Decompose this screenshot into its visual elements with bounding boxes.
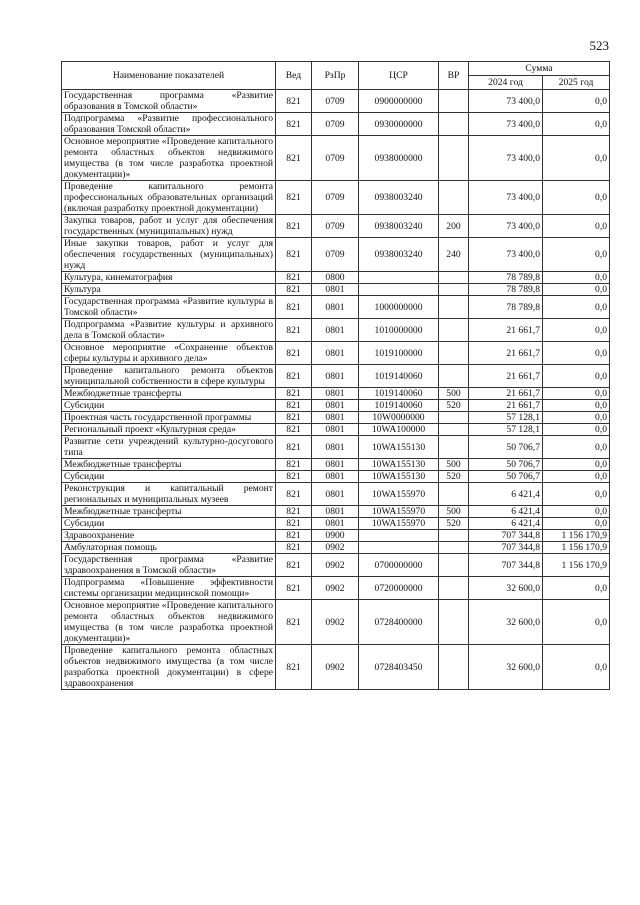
row-sum-2025: 0,0 bbox=[543, 296, 610, 319]
header-year-2025: 2025 год bbox=[543, 76, 610, 90]
row-sum-2024: 73 400,0 bbox=[469, 113, 543, 136]
row-sum-2024: 32 600,0 bbox=[469, 600, 543, 645]
row-csr: 0930000000 bbox=[359, 113, 439, 136]
row-name: Государственная программа «Развитие образования в Томской области» bbox=[62, 90, 276, 113]
table-row bbox=[62, 90, 610, 113]
row-ved: 821 bbox=[276, 365, 312, 388]
row-ved: 821 bbox=[276, 90, 312, 113]
row-vr bbox=[439, 554, 469, 577]
row-rzpr: 0801 bbox=[312, 296, 359, 319]
row-vr bbox=[439, 113, 469, 136]
table-row bbox=[62, 483, 610, 506]
row-csr: 1019140060 bbox=[359, 365, 439, 388]
row-csr: 0700000000 bbox=[359, 554, 439, 577]
row-ved: 821 bbox=[276, 436, 312, 459]
row-name: Межбюджетные трансферты bbox=[62, 506, 276, 518]
row-sum-2024: 78 789,8 bbox=[469, 284, 543, 296]
row-ved: 821 bbox=[276, 412, 312, 424]
row-csr bbox=[359, 284, 439, 296]
row-csr: 1000000000 bbox=[359, 296, 439, 319]
row-ved: 821 bbox=[276, 471, 312, 483]
row-ved: 821 bbox=[276, 238, 312, 272]
row-sum-2025: 0,0 bbox=[543, 215, 610, 238]
row-vr: 520 bbox=[439, 518, 469, 530]
row-csr: 10WA155970 bbox=[359, 506, 439, 518]
row-vr: 500 bbox=[439, 506, 469, 518]
row-sum-2024: 50 706,7 bbox=[469, 471, 543, 483]
row-sum-2025: 0,0 bbox=[543, 577, 610, 600]
row-vr: 240 bbox=[439, 238, 469, 272]
table-row bbox=[62, 554, 610, 577]
row-rzpr: 0801 bbox=[312, 471, 359, 483]
row-rzpr: 0709 bbox=[312, 238, 359, 272]
row-vr bbox=[439, 577, 469, 600]
row-vr bbox=[439, 90, 469, 113]
row-name: Субсидии bbox=[62, 471, 276, 483]
table-body bbox=[62, 90, 610, 690]
row-name: Региональный проект «Культурная среда» bbox=[62, 424, 276, 436]
row-sum-2025: 0,0 bbox=[543, 284, 610, 296]
row-rzpr: 0801 bbox=[312, 342, 359, 365]
row-name: Проведение капитального ремонта объектов муниципальной собственности в сфере культуры bbox=[62, 365, 276, 388]
row-sum-2025: 0,0 bbox=[543, 136, 610, 181]
row-rzpr: 0902 bbox=[312, 577, 359, 600]
row-sum-2025: 0,0 bbox=[543, 436, 610, 459]
row-ved: 821 bbox=[276, 483, 312, 506]
row-name: Культура, кинематография bbox=[62, 272, 276, 284]
row-ved: 821 bbox=[276, 136, 312, 181]
row-sum-2024: 32 600,0 bbox=[469, 645, 543, 690]
table-row bbox=[62, 284, 610, 296]
table-row bbox=[62, 542, 610, 554]
table-row bbox=[62, 645, 610, 690]
row-csr: 10WA100000 bbox=[359, 424, 439, 436]
row-sum-2025: 0,0 bbox=[543, 506, 610, 518]
row-sum-2024: 21 661,7 bbox=[469, 319, 543, 342]
row-rzpr: 0801 bbox=[312, 424, 359, 436]
row-ved: 821 bbox=[276, 215, 312, 238]
row-csr: 1019140060 bbox=[359, 388, 439, 400]
row-csr: 0938003240 bbox=[359, 181, 439, 215]
row-sum-2024: 57 128,1 bbox=[469, 412, 543, 424]
row-name: Основное мероприятие «Сохранение объектов сферы культуры и архивного дела» bbox=[62, 342, 276, 365]
row-rzpr: 0801 bbox=[312, 518, 359, 530]
row-name: Подпрограмма «Развитие профессионального образования Томской области» bbox=[62, 113, 276, 136]
row-sum-2025: 0,0 bbox=[543, 365, 610, 388]
table-row bbox=[62, 238, 610, 272]
row-sum-2025: 1 156 170,9 bbox=[543, 530, 610, 542]
row-sum-2025: 0,0 bbox=[543, 424, 610, 436]
row-ved: 821 bbox=[276, 424, 312, 436]
row-name: Основное мероприятие «Проведение капитального ремонта областных объектов недвижимого имущества (в том числе разработка проектной документации)» bbox=[62, 600, 276, 645]
row-ved: 821 bbox=[276, 518, 312, 530]
row-rzpr: 0709 bbox=[312, 113, 359, 136]
row-ved: 821 bbox=[276, 645, 312, 690]
row-csr: 10W0000000 bbox=[359, 412, 439, 424]
table-row bbox=[62, 459, 610, 471]
row-rzpr: 0902 bbox=[312, 554, 359, 577]
row-ved: 821 bbox=[276, 342, 312, 365]
row-name: Закупка товаров, работ и услуг для обеспечения государственных (муниципальных) нужд bbox=[62, 215, 276, 238]
row-sum-2025: 0,0 bbox=[543, 471, 610, 483]
row-name: Государственная программа «Развитие здравоохранения в Томской области» bbox=[62, 554, 276, 577]
row-vr: 520 bbox=[439, 400, 469, 412]
row-csr: 0938000000 bbox=[359, 136, 439, 181]
row-csr: 1019140060 bbox=[359, 400, 439, 412]
row-sum-2024: 50 706,7 bbox=[469, 436, 543, 459]
row-csr bbox=[359, 530, 439, 542]
table-row bbox=[62, 400, 610, 412]
row-vr bbox=[439, 284, 469, 296]
row-vr bbox=[439, 424, 469, 436]
table-header bbox=[62, 62, 610, 90]
row-vr bbox=[439, 600, 469, 645]
row-name: Проектная часть государственной программы bbox=[62, 412, 276, 424]
row-name: Амбулаторная помощь bbox=[62, 542, 276, 554]
row-sum-2024: 21 661,7 bbox=[469, 365, 543, 388]
row-sum-2024: 78 789,8 bbox=[469, 272, 543, 284]
row-sum-2025: 0,0 bbox=[543, 181, 610, 215]
table-row bbox=[62, 436, 610, 459]
row-vr bbox=[439, 296, 469, 319]
row-csr: 10WA155130 bbox=[359, 471, 439, 483]
row-vr: 500 bbox=[439, 459, 469, 471]
table-row bbox=[62, 577, 610, 600]
row-sum-2025: 0,0 bbox=[543, 518, 610, 530]
row-ved: 821 bbox=[276, 577, 312, 600]
table-row bbox=[62, 506, 610, 518]
row-csr: 10WA155130 bbox=[359, 459, 439, 471]
row-sum-2024: 78 789,8 bbox=[469, 296, 543, 319]
row-ved: 821 bbox=[276, 600, 312, 645]
row-ved: 821 bbox=[276, 506, 312, 518]
row-csr: 10WA155970 bbox=[359, 483, 439, 506]
table-row bbox=[62, 272, 610, 284]
page-number: 523 bbox=[589, 38, 609, 53]
row-csr: 10WA155970 bbox=[359, 518, 439, 530]
header-vr: ВР bbox=[439, 62, 469, 90]
row-name: Культура bbox=[62, 284, 276, 296]
row-name: Развитие сети учреждений культурно-досугового типа bbox=[62, 436, 276, 459]
row-csr: 1010000000 bbox=[359, 319, 439, 342]
table-row bbox=[62, 388, 610, 400]
row-vr: 200 bbox=[439, 215, 469, 238]
row-csr: 1019100000 bbox=[359, 342, 439, 365]
row-vr bbox=[439, 136, 469, 181]
row-rzpr: 0709 bbox=[312, 90, 359, 113]
row-sum-2024: 73 400,0 bbox=[469, 215, 543, 238]
row-sum-2025: 0,0 bbox=[543, 342, 610, 365]
row-sum-2024: 73 400,0 bbox=[469, 90, 543, 113]
row-vr bbox=[439, 181, 469, 215]
table-row bbox=[62, 342, 610, 365]
row-rzpr: 0801 bbox=[312, 284, 359, 296]
row-sum-2024: 21 661,7 bbox=[469, 388, 543, 400]
row-name: Реконструкция и капитальный ремонт региональных и муниципальных музеев bbox=[62, 483, 276, 506]
row-sum-2025: 0,0 bbox=[543, 400, 610, 412]
row-rzpr: 0801 bbox=[312, 400, 359, 412]
table-row bbox=[62, 215, 610, 238]
row-ved: 821 bbox=[276, 113, 312, 136]
table-row bbox=[62, 296, 610, 319]
table-row bbox=[62, 518, 610, 530]
row-csr: 0938003240 bbox=[359, 215, 439, 238]
table-row bbox=[62, 600, 610, 645]
row-sum-2025: 0,0 bbox=[543, 483, 610, 506]
row-vr: 500 bbox=[439, 388, 469, 400]
row-sum-2024: 57 128,1 bbox=[469, 424, 543, 436]
row-rzpr: 0801 bbox=[312, 483, 359, 506]
row-rzpr: 0801 bbox=[312, 365, 359, 388]
row-sum-2024: 6 421,4 bbox=[469, 483, 543, 506]
row-sum-2024: 707 344,8 bbox=[469, 530, 543, 542]
table-row bbox=[62, 424, 610, 436]
row-rzpr: 0709 bbox=[312, 215, 359, 238]
row-csr: 0728400000 bbox=[359, 600, 439, 645]
row-sum-2024: 707 344,8 bbox=[469, 542, 543, 554]
row-ved: 821 bbox=[276, 284, 312, 296]
row-csr: 0900000000 bbox=[359, 90, 439, 113]
row-sum-2024: 21 661,7 bbox=[469, 400, 543, 412]
row-sum-2025: 0,0 bbox=[543, 272, 610, 284]
row-vr bbox=[439, 365, 469, 388]
row-sum-2024: 32 600,0 bbox=[469, 577, 543, 600]
row-csr: 10WA155130 bbox=[359, 436, 439, 459]
row-rzpr: 0801 bbox=[312, 506, 359, 518]
row-csr: 0938003240 bbox=[359, 238, 439, 272]
row-sum-2025: 0,0 bbox=[543, 459, 610, 471]
header-ved: Вед bbox=[276, 62, 312, 90]
row-vr bbox=[439, 272, 469, 284]
row-name: Межбюджетные трансферты bbox=[62, 459, 276, 471]
row-vr bbox=[439, 412, 469, 424]
row-ved: 821 bbox=[276, 400, 312, 412]
row-sum-2024: 6 421,4 bbox=[469, 506, 543, 518]
row-sum-2025: 0,0 bbox=[543, 388, 610, 400]
row-ved: 821 bbox=[276, 181, 312, 215]
header-year-2024: 2024 год bbox=[469, 76, 543, 90]
row-name: Межбюджетные трансферты bbox=[62, 388, 276, 400]
row-ved: 821 bbox=[276, 319, 312, 342]
row-vr bbox=[439, 645, 469, 690]
row-name: Основное мероприятие «Проведение капитального ремонта областных объектов недвижимого имущества (в том числе разработка проектной документации)» bbox=[62, 136, 276, 181]
row-name: Подпрограмма «Повышение эффективности системы организации медицинской помощи» bbox=[62, 577, 276, 600]
header-name: Наименование показателей bbox=[62, 62, 276, 90]
row-vr bbox=[439, 483, 469, 506]
row-sum-2024: 6 421,4 bbox=[469, 518, 543, 530]
row-vr bbox=[439, 319, 469, 342]
row-name: Проведение капитального ремонта областных объектов недвижимого имущества (в том числе разработка проектной документации) в сфере здравоохранения bbox=[62, 645, 276, 690]
row-ved: 821 bbox=[276, 542, 312, 554]
row-rzpr: 0801 bbox=[312, 436, 359, 459]
row-sum-2024: 73 400,0 bbox=[469, 136, 543, 181]
table-row bbox=[62, 471, 610, 483]
header-sum: Сумма bbox=[469, 62, 610, 76]
row-csr: 0720000000 bbox=[359, 577, 439, 600]
table-row bbox=[62, 412, 610, 424]
row-sum-2024: 73 400,0 bbox=[469, 238, 543, 272]
row-sum-2025: 1 156 170,9 bbox=[543, 554, 610, 577]
row-rzpr: 0800 bbox=[312, 272, 359, 284]
row-rzpr: 0902 bbox=[312, 645, 359, 690]
row-sum-2025: 0,0 bbox=[543, 238, 610, 272]
row-csr bbox=[359, 542, 439, 554]
row-sum-2024: 73 400,0 bbox=[469, 181, 543, 215]
budget-table bbox=[61, 61, 610, 690]
row-name: Подпрограмма «Развитие культуры и архивного дела в Томской области» bbox=[62, 319, 276, 342]
row-sum-2025: 0,0 bbox=[543, 600, 610, 645]
row-name: Проведение капитального ремонта профессиональных образовательных организаций (включая разработку проектной документации) bbox=[62, 181, 276, 215]
table-row bbox=[62, 319, 610, 342]
row-csr bbox=[359, 272, 439, 284]
row-ved: 821 bbox=[276, 296, 312, 319]
row-sum-2025: 0,0 bbox=[543, 319, 610, 342]
table-row bbox=[62, 113, 610, 136]
row-sum-2025: 1 156 170,9 bbox=[543, 542, 610, 554]
row-rzpr: 0801 bbox=[312, 319, 359, 342]
row-vr bbox=[439, 530, 469, 542]
row-rzpr: 0801 bbox=[312, 388, 359, 400]
header-csr: ЦСР bbox=[359, 62, 439, 90]
table-row bbox=[62, 136, 610, 181]
row-ved: 821 bbox=[276, 388, 312, 400]
row-rzpr: 0902 bbox=[312, 600, 359, 645]
row-ved: 821 bbox=[276, 554, 312, 577]
row-ved: 821 bbox=[276, 530, 312, 542]
row-ved: 821 bbox=[276, 459, 312, 471]
row-vr bbox=[439, 436, 469, 459]
row-rzpr: 0801 bbox=[312, 412, 359, 424]
row-rzpr: 0801 bbox=[312, 459, 359, 471]
header-rzpr: РзПр bbox=[312, 62, 359, 90]
row-name: Иные закупки товаров, работ и услуг для обеспечения государственных (муниципальных) нужд bbox=[62, 238, 276, 272]
table-row bbox=[62, 181, 610, 215]
row-rzpr: 0709 bbox=[312, 136, 359, 181]
row-ved: 821 bbox=[276, 272, 312, 284]
row-rzpr: 0709 bbox=[312, 181, 359, 215]
row-vr: 520 bbox=[439, 471, 469, 483]
row-rzpr: 0900 bbox=[312, 530, 359, 542]
row-name: Здравоохранение bbox=[62, 530, 276, 542]
row-vr bbox=[439, 542, 469, 554]
row-name: Субсидии bbox=[62, 400, 276, 412]
table-row bbox=[62, 365, 610, 388]
table-row bbox=[62, 530, 610, 542]
row-sum-2025: 0,0 bbox=[543, 412, 610, 424]
row-sum-2025: 0,0 bbox=[543, 645, 610, 690]
row-name: Субсидии bbox=[62, 518, 276, 530]
row-sum-2024: 50 706,7 bbox=[469, 459, 543, 471]
row-sum-2025: 0,0 bbox=[543, 90, 610, 113]
row-sum-2024: 21 661,7 bbox=[469, 342, 543, 365]
row-vr bbox=[439, 342, 469, 365]
row-name: Государственная программа «Развитие культуры в Томской области» bbox=[62, 296, 276, 319]
row-rzpr: 0902 bbox=[312, 542, 359, 554]
row-sum-2024: 707 344,8 bbox=[469, 554, 543, 577]
row-csr: 0728403450 bbox=[359, 645, 439, 690]
row-sum-2025: 0,0 bbox=[543, 113, 610, 136]
